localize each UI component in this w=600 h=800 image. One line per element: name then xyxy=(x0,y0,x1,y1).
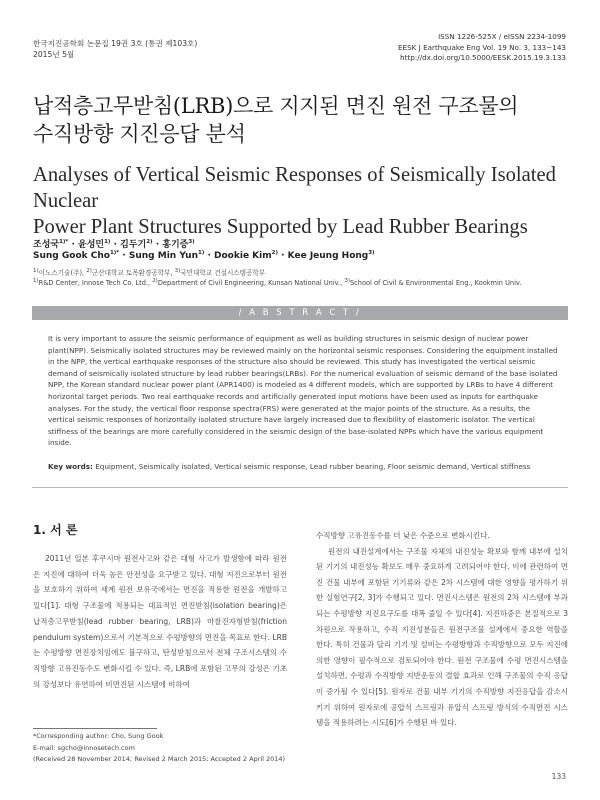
author-name: Sung Min Yun xyxy=(128,251,198,261)
author-separator: · xyxy=(204,251,215,261)
body-column-left xyxy=(33,551,287,692)
affiliation-text: 국민대학교 건설시스템공학부 xyxy=(180,269,266,277)
authors-korean xyxy=(33,237,195,250)
section-divider xyxy=(32,487,568,488)
footnote xyxy=(33,731,285,766)
journal-header-right xyxy=(398,32,566,64)
received-dates: (Received 28 November 2014; Revised 2 March 2015; Accepted 2 April 2014) xyxy=(33,755,286,763)
keywords-label: Key words: xyxy=(48,462,93,471)
body-column-right xyxy=(316,528,568,731)
title-korean xyxy=(33,92,518,148)
author-separator: · xyxy=(152,240,163,250)
title-english xyxy=(33,162,573,240)
title-english-line: Power Plant Structures Supported by Lead Rubber Bearings xyxy=(33,216,528,238)
author-name: 홍기증 xyxy=(162,240,189,250)
author-superscript: 2) xyxy=(146,239,153,245)
author-separator: · xyxy=(277,251,288,261)
affiliation-text: 이노스기술(주), xyxy=(38,269,87,277)
journal-name-kr: 한국지진공학회 논문집 19권 3호 (통권 제103호) xyxy=(33,39,198,48)
body-paragraph: 원전의 내진설계에서는 구조물 자체의 내진성능 확보와 함께 내부에 설치된 기기의 내진성능 확보도 매우 중요하게 고려되어야 한다. 이에 관련하여 면진 건물 내부에 포함된 기기류와 같은 2차 시스템에 대한 영향을 평가하기 위한 실험연구[2, 3]가 수행되고 있다. 면진시스템은 원전의 2차 시스템에 부과되는 수평방향 지진요구도를 대폭 줄일 수 있다[4]. 지진하중은 본질적으로 3차원으로 작용하고, 수직 지진성분들은 원전구조물 설계에서 중요한 역할을 한다. 특히 건물과 달리 기기 및 설비는 수평방향과 수직방향으로 모두 지진에 의한 영향이 필수적으로 검토되어야 한다. 원전 구조물에 수평 면진시스템을 설치하면, 수평과 수직방향 지반운동의 결합 효과로 인해 구조물의 수직 응답이 증가될 수 있다[5]. 원자로 건물 내부 기기의 수직방향 지진응답을 감소시키기 위하여 원자로에 공압식 스프링과 유압식 스프링 방식의 수직면진 시스템을 적용하려는 시도[6]가 수행된 바 있다. xyxy=(316,546,568,728)
affiliation-superscript: 3) xyxy=(344,277,350,284)
title-korean-line: 납적층고무받침(LRB)으로 지지된 면진 원전 구조물의 xyxy=(33,94,519,118)
corresponding-author-label: *Corresponding author: xyxy=(33,732,110,740)
affiliations-korean xyxy=(33,267,265,277)
issn: ISSN 1226-525X / eISSN 2234-1099 xyxy=(438,32,566,41)
title-english-line: Analyses of Vertical Seismic Responses of Seismically Isolated Nuclear xyxy=(33,164,556,212)
author-superscript: 1) xyxy=(104,239,111,245)
affiliation-text: 군산대학교 토목환경공학부, xyxy=(91,269,175,277)
affiliation-text: School of Civil & Environmental Eng., Kookmin Univ. xyxy=(350,279,522,287)
author-email: E-mail: sgcho@innosetech.com xyxy=(33,743,135,752)
section-title-introduction: 1. 서 론 xyxy=(33,523,78,537)
corresponding-author xyxy=(33,731,285,743)
author-separator: · xyxy=(68,240,78,250)
authors-english xyxy=(33,251,375,261)
journal-header-left xyxy=(33,38,197,60)
body-paragraph: 2011년 일본 후쿠시마 원전사고와 같은 대형 사고가 발생함에 따라 원전은 지진에 대하여 더욱 높은 안전성을 요구받고 있다. 대형 지진으로부터 원전을 보호하기 위하여 세계 원전 보유국에서는 면진을 적용한 원전을 개발하고 있다[1]. 대형 구조물에 적용되는 대표적인 면진받침(isolation bearing)은 납적층고무받침(lead rubber bearing, LRB)과 마찰진자형받침(friction pendulum system)으로서 기본적으로 수평방향의 면진을 목표로 한다. LRB는 수평방향 면진장치임에도 불구하고, 탄성받침으로서 전체 구조시스템의 수직방향 고유진동수도 변화시킬 수 있다. 즉, LRB에 포함된 고무의 강성은 기초의 강성보다 유연하여 비면진된 시스템에 비하여 xyxy=(33,554,287,689)
affiliation-text: Department of Civil Engineering, Kunsan National Univ., xyxy=(157,279,345,287)
author-superscript: 1) xyxy=(198,250,205,256)
footnote-divider xyxy=(33,728,157,729)
page-number: 133 xyxy=(551,772,566,781)
abstract-label: / A B S T R A C T / xyxy=(238,308,362,318)
author-name: 윤성민 xyxy=(78,240,105,250)
author-name: Kee Jeung Hong xyxy=(287,251,369,261)
author-name: 조성국 xyxy=(33,240,60,250)
journal-name-en: EESK J Earthquake Eng Vol. 19 No. 3, 133~143 xyxy=(398,42,566,52)
abstract-text: It is very important to assure the seismic performance of equipment as well as building structures in seismic design of nuclear power plant(NPP). Seismically isolated structures may be reviewed mainly on the horizontal seismic responses. Considering the equipment installed in the NPP, the vertical earthquake responses of the structure also should be reviewed. This study has investigated the vertical seismic demand of seismically isolated structure by lead rubber bearings(LRBs). For the numerical evaluation of seismic demand of the base isolated NPP, the Korean standard nuclear power plant (APR1400) is modeled as 4 different models, which are supported by LRBs to have 4 different horizontal target periods. Two real earthquake records and artificially generated input motions have been used as inputs for earthquake analyses. For the study, the vertical floor response spectra(FRS) were generated at the major points of the structure. As a results, the vertical seismic responses of horizontally isolated structure have largely increased due to flexibility of elastomeric isolator. The vertical stiffness of the bearings are more carefully considered in the seismic design of the base-isolated NPPs which have the various equipment inside. xyxy=(48,334,558,448)
affiliation-superscript: 1) xyxy=(33,277,39,284)
corresponding-author-name: Cho, Sung Gook xyxy=(109,732,164,740)
author-superscript: 2) xyxy=(271,250,278,256)
abstract-header-bar xyxy=(32,306,568,320)
author-separator: · xyxy=(110,240,121,250)
issue-date-kr: 2015년 5월 xyxy=(33,50,75,59)
keywords xyxy=(48,462,558,471)
body-paragraph-continued: 수직방향 고유진동수를 더 낮은 수준으로 변화시킨다. xyxy=(316,531,490,540)
author-superscript: 1)* xyxy=(109,250,120,256)
affiliation-text: R&D Center, Innose Tech Co. Ltd., xyxy=(38,279,153,287)
author-name: 김두기 xyxy=(120,240,147,250)
keywords-list: Equipment, Seismically isolated, Vertical seismic response, Lead rubber bearing, Floor seismic demand, Vertical stiffness xyxy=(92,462,531,471)
affiliations-english xyxy=(33,279,521,287)
author-name: Sung Gook Cho xyxy=(33,251,110,261)
doi-link[interactable]: http://dx.doi.org/10.5000/EESK.2015.19.3.133 xyxy=(400,53,566,62)
author-superscript: 3) xyxy=(368,250,375,256)
affiliation-superscript: 2) xyxy=(152,277,158,284)
author-superscript: 1)* xyxy=(59,239,69,245)
affiliation-superscript: 2) xyxy=(86,267,92,274)
author-separator: · xyxy=(119,251,129,261)
affiliation-superscript: 1) xyxy=(33,267,39,274)
author-name: Dookie Kim xyxy=(214,251,272,261)
affiliation-superscript: 3) xyxy=(174,267,181,274)
author-superscript: 3) xyxy=(188,239,195,245)
title-korean-line: 수직방향 지진응답 분석 xyxy=(33,122,246,146)
